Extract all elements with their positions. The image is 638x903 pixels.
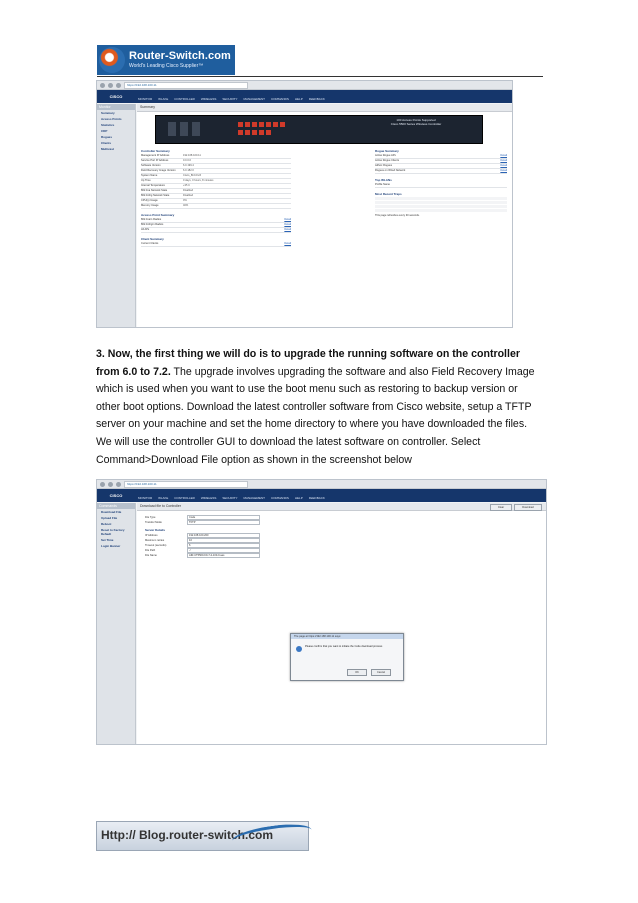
nav-item[interactable]: Reset to Factory Default <box>101 528 125 536</box>
forward-icon <box>108 482 113 487</box>
menu-tab[interactable]: SECURITY <box>222 97 238 101</box>
reload-icon <box>116 482 121 487</box>
rogue-summary-table <box>375 154 507 174</box>
form-row <box>145 520 325 525</box>
dialog-cancel-button[interactable]: Cancel <box>371 669 391 676</box>
nav-item[interactable]: Upload File <box>101 516 118 520</box>
detail-link[interactable]: Detail <box>500 159 507 162</box>
field-input[interactable]: AIR-CT5500-K9-7-2-103-0.aes <box>187 553 260 558</box>
detail-link[interactable]: Detail <box>500 169 507 172</box>
menu-tab[interactable]: MONITOR <box>138 97 153 101</box>
left-nav <box>97 104 136 327</box>
back-icon <box>100 83 105 88</box>
instruction-body: The upgrade involves upgrading the software and also Field Recovery Image which is used when you want to use the boot menu such as restoring to backup version or other boot options. Download the latest controller software from Cisco website, setup a TFTP server on your machine and set the home directory to where you have downloaded the files. We will use the controller GUI to download the latest software on controller. Select Command>Download File option as shown in the screenshot below <box>96 365 535 466</box>
table-row <box>141 228 291 233</box>
browser-toolbar <box>97 480 546 489</box>
table-row <box>141 204 291 209</box>
row-value: 0% <box>183 199 187 202</box>
row-label: Active Rogue Clients <box>375 159 400 162</box>
form-row <box>145 553 325 558</box>
instruction-heading: 3. Now, the first thing we will do is to upgrade the running software on the controller from 6.0 to 7.2. <box>96 348 520 378</box>
top-wlans-header: Profile Name <box>375 183 390 186</box>
row-value: Disabled <box>183 189 194 192</box>
address-bar: https://192.168.100.11 <box>124 82 248 89</box>
detail-link[interactable]: Detail <box>284 218 291 221</box>
row-value: 0 days, 0 hours, 8 minutes <box>183 179 214 182</box>
row-label: 802.11b/g/n Radios <box>141 223 164 226</box>
field-label: Transfer Mode <box>145 521 162 524</box>
row-label: Up Time <box>141 179 151 182</box>
field-label: File Path <box>145 549 156 552</box>
menu-tab[interactable]: FEEDBACK <box>308 97 325 101</box>
menu-tab[interactable]: FEEDBACK <box>308 496 325 500</box>
menu-tab[interactable]: COMMANDS <box>271 97 289 101</box>
transfer-fields <box>145 515 325 525</box>
field-input[interactable]: 6 <box>187 543 260 548</box>
blog-url: Http:// Blog.router-switch.com <box>101 828 273 842</box>
field-input[interactable]: ./ <box>187 548 260 553</box>
server-details-title: Server Details <box>145 528 166 532</box>
nav-header: Commands <box>97 503 135 509</box>
field-label: Timeout (seconds) <box>145 544 167 547</box>
menu-tab[interactable]: CONTROLLER <box>174 97 195 101</box>
row-label: Software Version <box>141 164 161 167</box>
client-summary-title: Client Summary <box>141 237 164 241</box>
logo-tagline: World's Leading Cisco Supplier™ <box>129 63 204 69</box>
nav-item[interactable]: Clients <box>101 141 112 145</box>
field-label: IP Address <box>145 534 158 537</box>
row-label: 802.11a Network State <box>141 189 168 192</box>
cisco-logo: CISCO <box>109 94 123 99</box>
row-label: Adhoc Rogues <box>375 164 393 167</box>
row-value: 6.0.182.0 <box>183 169 194 172</box>
nav-item[interactable]: Download File <box>101 510 122 514</box>
main-menu <box>135 97 328 103</box>
server-details-fields <box>145 533 325 558</box>
detail-link[interactable]: Detail <box>500 164 507 167</box>
nav-item[interactable]: Reboot <box>101 522 112 526</box>
row-label: All APs <box>141 228 150 231</box>
controller-graphic <box>155 115 483 144</box>
nav-header: Monitor <box>97 104 135 110</box>
menu-tab[interactable]: WIRELESS <box>200 496 217 500</box>
page-title: Download file to Controller <box>137 503 546 511</box>
confirm-dialog <box>290 633 404 681</box>
cisco-menu-bar <box>97 90 512 103</box>
forward-icon <box>108 83 113 88</box>
row-value: 0.0.0.0 <box>183 159 191 162</box>
router-switch-logo <box>97 45 235 75</box>
reload-icon <box>116 83 121 88</box>
browser-toolbar <box>97 81 512 90</box>
field-input[interactable]: 192.168.100.200 <box>187 533 260 538</box>
ap-summary-table <box>141 218 291 233</box>
refresh-note: This page refreshes every 30 seconds. <box>375 214 420 217</box>
field-label: Maximum retries <box>145 539 165 542</box>
menu-tab[interactable]: MONITOR <box>138 496 153 500</box>
back-icon <box>100 482 105 487</box>
row-value: 6.0.199.4 <box>183 164 194 167</box>
recent-traps-title: Most Recent Traps <box>375 192 402 196</box>
nav-item[interactable]: Login Banner <box>101 544 121 548</box>
left-nav <box>97 503 136 744</box>
nav-item[interactable]: Summary <box>101 111 115 115</box>
nav-item[interactable]: Multicast <box>101 147 115 151</box>
menu-tab[interactable]: CONTROLLER <box>174 496 195 500</box>
field-input[interactable]: 10 <box>187 538 260 543</box>
cisco-logo: CISCO <box>109 493 123 498</box>
nav-item[interactable]: CDP <box>101 129 108 133</box>
detail-link[interactable]: Detail <box>500 154 507 157</box>
detail-link[interactable]: Detail <box>284 223 291 226</box>
supported-text: 100 Access Points Supported <box>396 118 436 122</box>
ap-summary-title: Access Point Summary <box>141 213 175 217</box>
row-value: 192.168.100.11 <box>183 154 201 157</box>
row-label: Rogues on Wired Network <box>375 169 406 172</box>
menu-tab[interactable]: COMMANDS <box>271 496 289 500</box>
screenshot-download-file <box>96 479 547 745</box>
controller-summary-title: Controller Summary <box>141 149 170 153</box>
field-label: File Name <box>145 554 157 557</box>
row-label: Internal Temperature <box>141 184 165 187</box>
row-label: System Name <box>141 174 158 177</box>
page-title: Summary <box>137 104 512 112</box>
logo-brand: Router-Switch.com <box>129 50 231 62</box>
client-row: Current Clients Detail <box>141 242 291 245</box>
menu-tab[interactable]: SECURITY <box>222 496 238 500</box>
field-label: File Type <box>145 516 156 519</box>
menu-tab[interactable]: WIRELESS <box>200 97 217 101</box>
globe-icon <box>99 47 125 73</box>
rogue-summary-title: Rogue Summary <box>375 149 399 153</box>
instruction-paragraph <box>96 346 544 469</box>
row-label: Service Port IP Address <box>141 159 169 162</box>
dialog-message: Please confirm that you want to initiate the Code download process <box>305 645 383 648</box>
menu-tab[interactable]: HELP <box>294 496 303 500</box>
field-input[interactable]: TFTP <box>187 520 260 525</box>
row-value: Cisco_8b:b0:e5 <box>183 174 202 177</box>
row-value: 40% <box>183 204 189 207</box>
menu-tab[interactable]: MANAGEMENT <box>243 496 266 500</box>
row-label: Field Recovery Image Version <box>141 169 176 172</box>
screenshot-monitor-summary <box>96 80 513 328</box>
nav-item[interactable]: Access Points <box>101 117 122 121</box>
client-detail-link[interactable]: Detail <box>284 242 291 245</box>
menu-tab[interactable]: WLANs <box>158 496 169 500</box>
row-label: Active Rogue APs <box>375 154 396 157</box>
row-label: Memory Usage <box>141 204 159 207</box>
nav-item[interactable]: Set Time <box>101 538 114 542</box>
controller-summary-table <box>141 154 291 209</box>
dialog-title: The page at https://192.168.100.11 says: <box>291 634 403 639</box>
row-label: 802.11b/g Network State <box>141 194 170 197</box>
row-label: CPU(s) Usage <box>141 199 158 202</box>
menu-tab[interactable]: HELP <box>294 97 303 101</box>
menu-tab[interactable]: WLANs <box>158 97 169 101</box>
swoosh-graphic <box>231 821 313 851</box>
table-row <box>375 169 507 174</box>
top-wlans-title: Top WLANs <box>375 178 392 182</box>
main-menu <box>135 496 328 502</box>
controller-name: Cisco 5500 Series Wireless Controller <box>390 122 442 126</box>
row-value: Disabled <box>183 194 194 197</box>
clear-button[interactable]: Clear <box>490 504 512 511</box>
row-label: Management IP Address <box>141 154 170 157</box>
nav-item[interactable]: Rogues <box>101 135 113 139</box>
nav-item[interactable]: Statistics <box>101 123 115 127</box>
header-divider <box>97 76 543 77</box>
blog-banner <box>96 821 309 851</box>
row-value: +35 C <box>183 184 190 187</box>
menu-tab[interactable]: MANAGEMENT <box>243 97 266 101</box>
address-bar: https://192.168.100.11 <box>124 481 248 488</box>
field-input[interactable]: Code <box>187 515 260 520</box>
dialog-ok-button[interactable]: OK <box>347 669 367 676</box>
download-button[interactable]: Download <box>514 504 542 511</box>
cisco-menu-bar <box>97 489 546 502</box>
detail-link[interactable]: Detail <box>284 228 291 231</box>
question-icon <box>296 646 302 652</box>
row-label: 802.11a/n Radios <box>141 218 162 221</box>
